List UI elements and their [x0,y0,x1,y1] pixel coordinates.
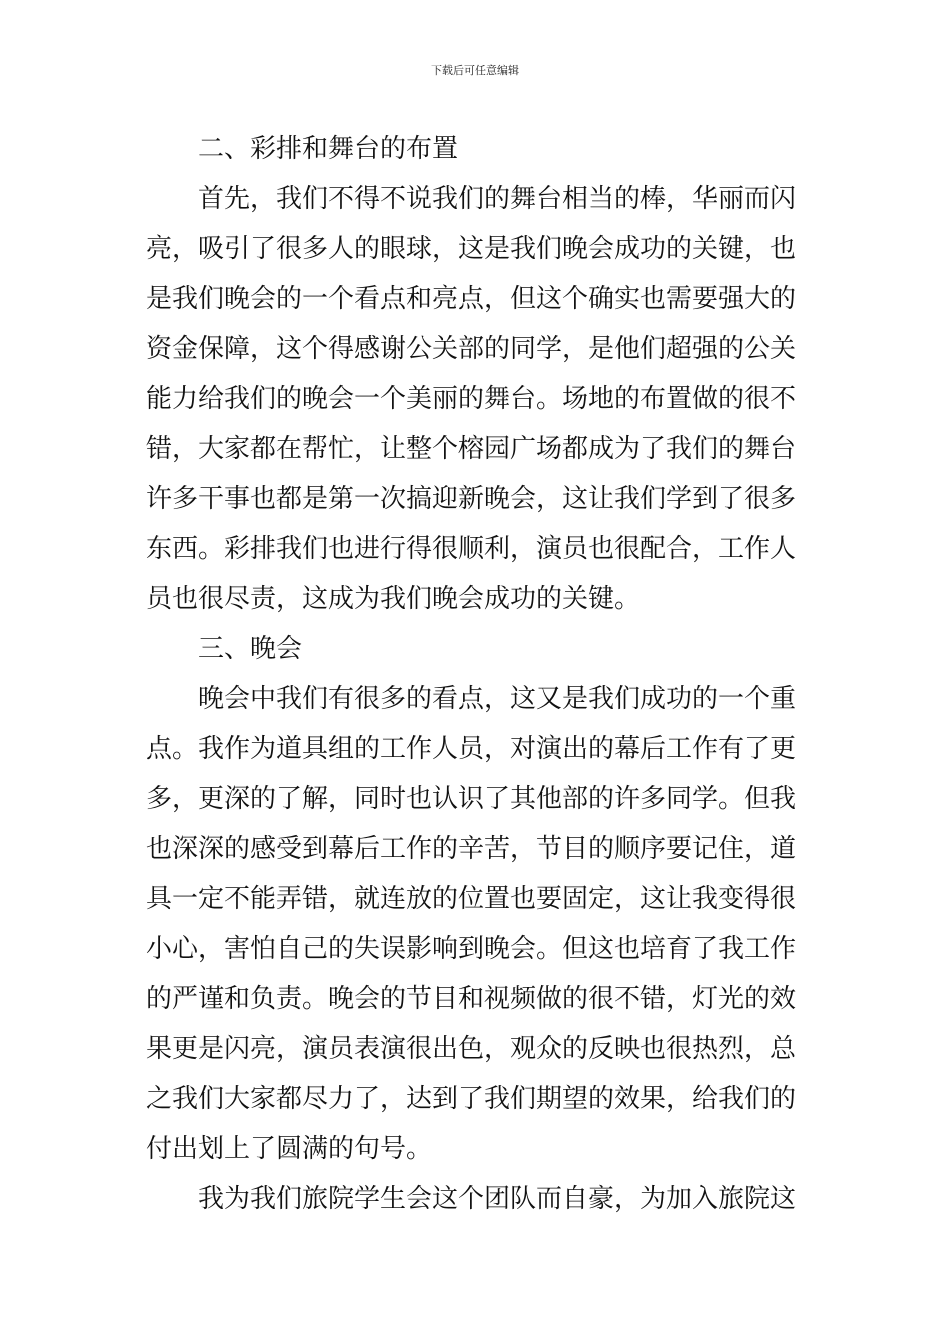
paragraph-line: 首先，我们不得不说我们的舞台相当的棒，华丽而闪 [198,184,797,214]
paragraph-line: 多，更深的了解，同时也认识了其他部的许多同学。但我 [146,784,797,814]
paragraph-line: 具一定不能弄错，就连放的位置也要固定，这让我变得很 [146,884,797,914]
paragraph-line: 员也很尽责，这成为我们晚会成功的关键。 [146,584,641,614]
paragraph-line: 也深深的感受到幕后工作的辛苦，节目的顺序要记住，道 [146,834,797,864]
paragraph-line: 的严谨和负责。晚会的节目和视频做的很不错，灯光的效 [146,984,797,1014]
paragraph-line: 果更是闪亮，演员表演很出色，观众的反映也很热烈，总 [146,1034,797,1064]
paragraph-line: 是我们晚会的一个看点和亮点，但这个确实也需要强大的 [146,284,797,314]
paragraph-line: 点。我作为道具组的工作人员，对演出的幕后工作有了更 [146,734,797,764]
section-heading-rehearsal: 二、彩排和舞台的布置 [198,134,459,164]
paragraph-line: 东西。彩排我们也进行得很顺利，演员也很配合，工作人 [146,534,797,564]
page-header-note: 下载后可任意编辑 [431,64,519,77]
paragraph-line: 之我们大家都尽力了，达到了我们期望的效果，给我们的 [146,1084,797,1114]
paragraph-line: 晚会中我们有很多的看点，这又是我们成功的一个重 [198,684,797,714]
paragraph-line: 资金保障，这个得感谢公关部的同学，是他们超强的公关 [146,334,797,364]
paragraph-line: 我为我们旅院学生会这个团队而自豪，为加入旅院这 [198,1184,797,1214]
paragraph-line: 能力给我们的晚会一个美丽的舞台。场地的布置做的很不 [146,384,797,414]
paragraph-line: 付出划上了圆满的句号。 [146,1134,433,1164]
paragraph-line: 错，大家都在帮忙，让整个榕园广场都成为了我们的舞台 [146,434,797,464]
section-heading-gala: 三、晚会 [198,634,303,664]
paragraph-line: 亮，吸引了很多人的眼球，这是我们晚会成功的关键，也 [146,234,797,264]
paragraph-line: 许多干事也都是第一次搞迎新晚会，这让我们学到了很多 [146,484,797,514]
paragraph-line: 小心，害怕自己的失误影响到晚会。但这也培育了我工作 [146,934,797,964]
